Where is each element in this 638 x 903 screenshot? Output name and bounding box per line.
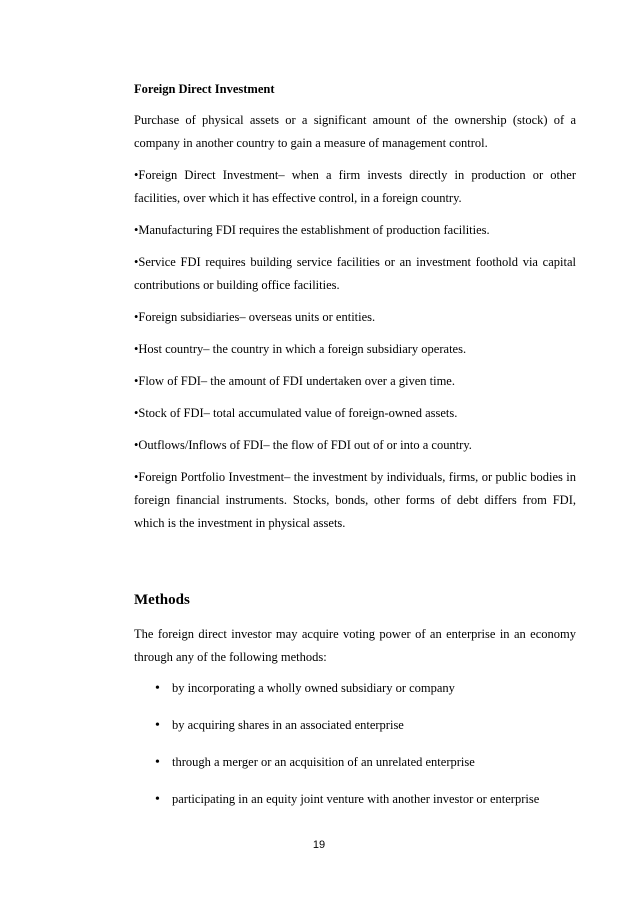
- paragraph: •Foreign Portfolio Investment– the investment by individuals, firms, or public bodies in foreign financial instruments. Stocks, bonds, other forms of debt differs from FDI, which is the investment in physical assets.: [134, 470, 576, 530]
- methods-intro: The foreign direct investor may acquire voting power of an enterprise in an economy through any of the following methods:: [134, 627, 576, 664]
- list-item-text: by acquiring shares in an associated enterprise: [172, 718, 404, 732]
- paragraph: •Foreign subsidiaries– overseas units or entities.: [134, 310, 376, 324]
- paragraph: •Flow of FDI– the amount of FDI undertaken over a given time.: [134, 374, 455, 388]
- list-item: [155, 791, 585, 808]
- bullet-icon: •: [155, 755, 160, 770]
- bullet-icon: •: [155, 681, 160, 696]
- list-item-text: by incorporating a wholly owned subsidiary or company: [172, 681, 455, 695]
- list-item: [155, 717, 585, 734]
- list-item: [155, 754, 585, 771]
- paragraph: Purchase of physical assets or a significant amount of the ownership (stock) of a company in another country to gain a measure of management control.: [134, 113, 576, 150]
- list-item: [155, 680, 585, 697]
- paragraph: •Service FDI requires building service facilities or an investment foothold via capital contributions or building office facilities.: [134, 255, 576, 292]
- paragraph: •Host country– the country in which a foreign subsidiary operates.: [134, 342, 467, 356]
- paragraph: •Stock of FDI– total accumulated value of foreign-owned assets.: [134, 406, 458, 420]
- page-number: 19: [312, 839, 326, 851]
- paragraph: •Outflows/Inflows of FDI– the flow of FDI out of or into a country.: [134, 438, 472, 452]
- list-item-text: through a merger or an acquisition of an unrelated enterprise: [172, 755, 475, 769]
- bullet-icon: •: [155, 718, 160, 733]
- methods-heading: Methods: [134, 592, 190, 608]
- bullet-icon: •: [155, 792, 160, 807]
- paragraph: •Manufacturing FDI requires the establishment of production facilities.: [134, 223, 490, 237]
- paragraph: •Foreign Direct Investment– when a firm invests directly in production or other facilities, over which it has effective control, in a foreign country.: [134, 168, 576, 205]
- section-title: Foreign Direct Investment: [134, 82, 275, 96]
- list-item-text: participating in an equity joint venture with another investor or enterprise: [172, 792, 540, 806]
- main-content: [134, 81, 576, 544]
- methods-list: [155, 680, 585, 828]
